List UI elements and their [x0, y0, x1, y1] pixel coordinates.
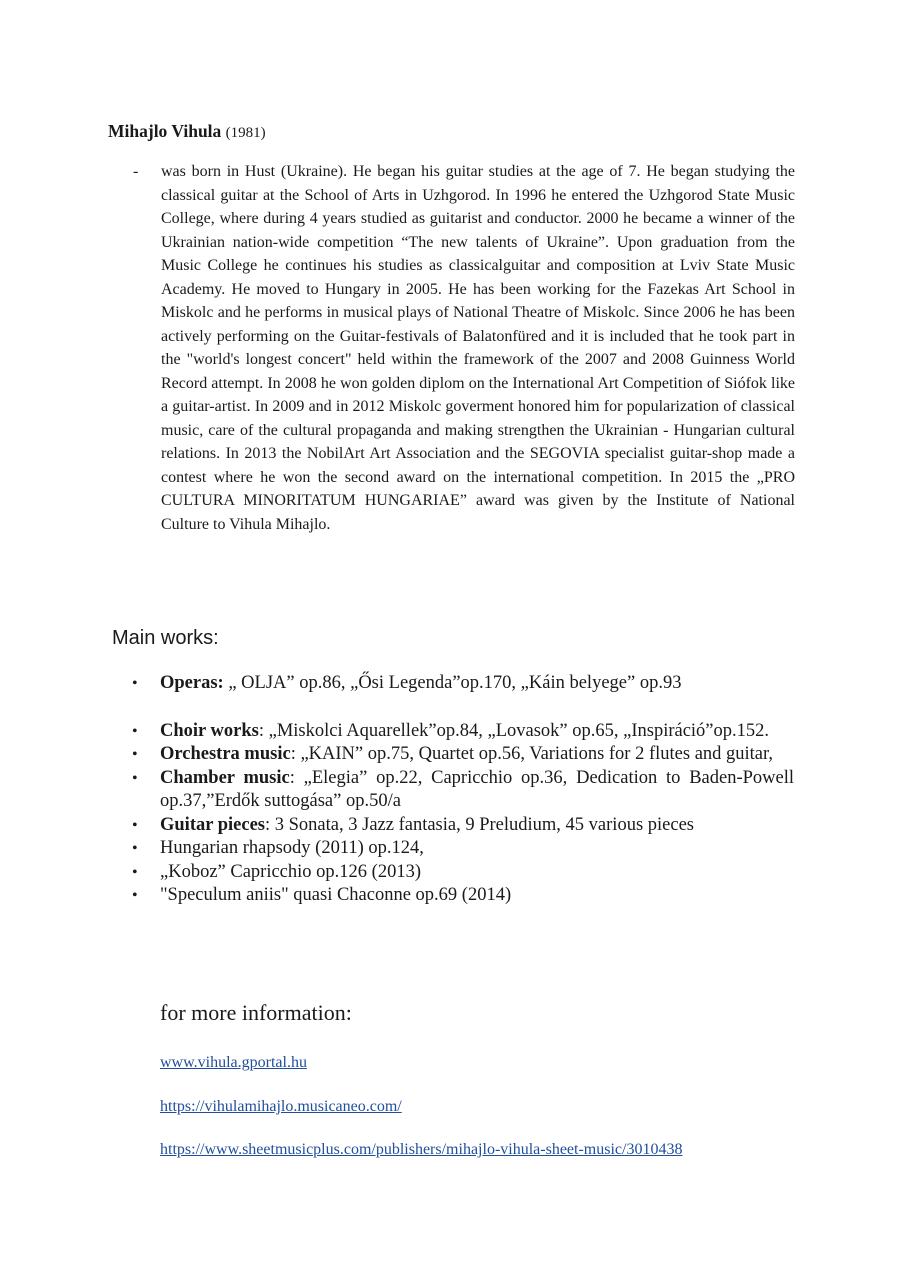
bullet-icon: • — [132, 863, 138, 881]
list-item-choir-works — [132, 720, 794, 744]
list-item-guitar-pieces — [132, 814, 794, 838]
work-list-text: : 3 Sonata, 3 Jazz fantasia, 9 Preludium, 45 various pieces — [265, 814, 694, 835]
work-category-label: Operas: — [160, 673, 224, 693]
link-vihula-gportal[interactable]: www.vihula.gportal.hu — [160, 1054, 307, 1071]
work-list-text: : „Miskolci Aquarellek”op.84, „Lovasok” op.65, „Inspiráció”op.152. — [258, 720, 770, 741]
more-information-heading: for more information: — [160, 1000, 352, 1025]
work-list-text: „ OLJA” op.86, „Ősi Legenda”op.170, „Káin belyege” op.93 — [223, 673, 682, 693]
work-category-label: Guitar pieces — [160, 814, 265, 835]
dash-bullet-icon: - — [133, 163, 139, 180]
list-item-speculum-aniis — [132, 884, 794, 908]
work-list-text: Hungarian rhapsody (2011) op.124, — [160, 838, 424, 858]
biography-item — [133, 160, 795, 536]
author-name: Mihajlo Vihula — [108, 121, 222, 141]
work-category-label: Orchestra music — [160, 744, 291, 764]
list-item-hungarian-rhapsody — [132, 837, 794, 861]
main-works-heading: Main works: — [112, 627, 219, 649]
author-heading — [108, 119, 266, 145]
main-works-list — [132, 672, 794, 908]
bullet-icon: • — [132, 675, 138, 692]
bullet-icon: • — [132, 722, 138, 740]
biography-text: was born in Hust (Ukraine). He began his guitar studies at the age of 7. He began studying the classical guitar at the School of Arts in Uzhgorod. In 1996 he entered the Uzhgorod State Music College, where during 4 years studied as guitarist and conductor. 2000 he became a winner of the Ukrainian nation-wide competition “The new talents of Ukraine”. Upon graduation from the Music College he continues his studies as classicalguitar and composition at Lviv State Music Academy. He moved to Hungary in 2005. He has been working for the Fazekas Art School in Miskolc and he performs in musical plays of National Theatre of Miskolc. Since 2006 he has been actively performing on the Guitar-festivals of Balatonfüred and it is included that he took part in the "world's longest concert" held within the framework of the 2007 and 2008 Guinness World Record attempt. In 2008 he won golden diplom on the International Art Competition of Siófok like a guitar-artist. In 2009 and in 2012 Miskolc goverment honored him for popularization of classical music, care of the cultural propaganda and making strengthen the Ukrainian - Hungarian cultural relations. In 2013 the NobilArt Art Association and the SEGOVIA specialist guitar-shop made a contest where he won the second award on the international competition. In 2015 the „PRO CULTURA MINORITATUM HUNGARIAE” award was given by the Institute of National Culture to Vihula Mihajlo. — [161, 163, 795, 533]
link-sheetmusicplus[interactable]: https://www.sheetmusicplus.com/publishers/mihajlo-vihula-sheet-music/3010438 — [160, 1141, 683, 1158]
work-list-text: „Koboz” Capricchio op.126 (2013) — [160, 861, 421, 882]
bullet-icon: • — [132, 769, 138, 787]
bullet-icon: • — [132, 887, 138, 904]
work-list-text: : „Elegia” op.22, Capricchio op.36, Dedication to Baden-Powell op.37,”Erdők suttogása” op.50/a — [160, 767, 795, 811]
bullet-icon: • — [132, 816, 138, 834]
bullet-icon: • — [132, 840, 138, 857]
work-list-text: : „KAIN” op.75, Quartet op.56, Variations for 2 flutes and guitar, — [290, 744, 774, 764]
link-musicaneo[interactable]: https://vihulamihajlo.musicaneo.com/ — [160, 1098, 402, 1115]
work-category-label: Chamber music — [160, 767, 290, 788]
work-list-text: "Speculum aniis" quasi Chaconne op.69 (2014) — [160, 885, 512, 905]
list-item-orchestra-music — [132, 743, 794, 767]
list-item-operas — [132, 672, 794, 696]
list-item-koboz-capricchio — [132, 861, 794, 885]
list-item-chamber-music — [132, 767, 794, 814]
bullet-icon: • — [132, 746, 138, 763]
author-birth-year: (1981) — [225, 125, 266, 141]
work-category-label: Choir works — [160, 720, 259, 741]
